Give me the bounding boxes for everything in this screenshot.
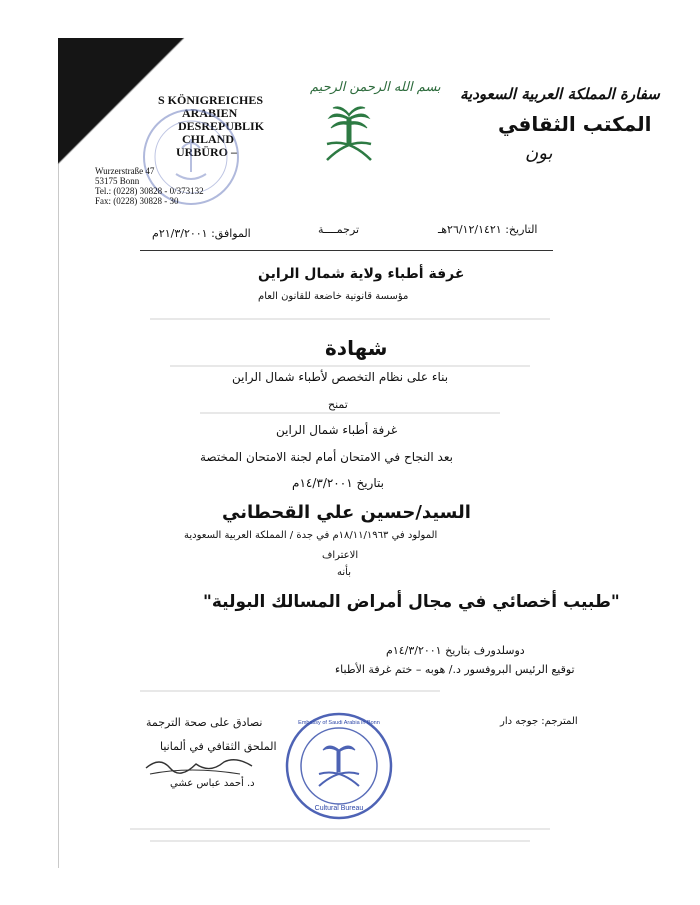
- cultural-bureau-stamp: [283, 710, 395, 822]
- corresponding-date-field: [152, 227, 251, 240]
- signer-name: د. أحمد عباس عشي: [170, 778, 255, 789]
- date-value: ٢٦/١٢/١٤٢١هـ: [438, 223, 502, 236]
- letterhead-de-line: DESREPUBLIK: [178, 119, 265, 133]
- specialist-title: "طبيب أخصائي في مجال أمراض المسالك البولية": [203, 592, 620, 612]
- translator-name: المترجم: جوجه دار: [500, 716, 578, 727]
- show-through-line: [140, 690, 440, 692]
- grants-text: تمنح: [328, 398, 348, 411]
- address-street: Wurzerstraße 47: [95, 166, 155, 176]
- bismillah-calligraphy: بسم الله الرحمن الرحيم: [310, 80, 441, 95]
- recognition-text: الاعتراف: [322, 550, 359, 561]
- attestation-line-2: الملحق الثقافي في ألمانيا: [160, 740, 277, 753]
- grantor-text: غرفة أطباء شمال الراين: [276, 423, 398, 437]
- date-label: التاريخ:: [505, 223, 538, 236]
- that-text: بأنه: [337, 567, 351, 578]
- translation-label: ترجمــــة: [318, 223, 360, 236]
- show-through-line: [150, 318, 550, 320]
- legal-status: مؤسسة قانونية خاضعة للقانون العام: [258, 291, 409, 302]
- header-divider: [140, 250, 553, 251]
- handwritten-signature: [140, 752, 260, 778]
- address-tel: Tel.: (0228) 30828 - 0/373132: [95, 186, 204, 196]
- corresponding-value: ٢١/٣/٢٠٠١م: [152, 227, 208, 240]
- recipient-name: السيد/حسين علي القحطاني: [222, 502, 471, 523]
- embassy-name: سفارة المملكة العربية السعودية: [460, 85, 660, 103]
- letterhead-de-line: CHLAND: [182, 132, 235, 146]
- cultural-office-title: المكتب الثقافي: [498, 112, 652, 136]
- saudi-emblem-icon: [323, 104, 375, 166]
- city-script: بون: [525, 143, 553, 164]
- show-through-line: [200, 412, 500, 414]
- certificate-heading: شهادة: [325, 336, 388, 360]
- address-postal: 53175 Bonn: [95, 176, 140, 186]
- address-fax: Fax: (0228) 30828 - 30: [95, 196, 179, 206]
- signature-line: توقيع الرئيس البروفسور د./ هوبه – ختم غرفة الأطباء: [335, 663, 575, 676]
- attestation-line-1: نصادق على صحة الترجمة: [146, 716, 263, 729]
- exam-date: بتاريخ ١٤/٣/٢٠٠١م: [292, 476, 384, 490]
- letterhead-de-line: S KÖNIGREICHES: [158, 93, 264, 107]
- birth-details: المولود في ١٨/١١/١٩٦٣م في جدة / المملكة العربية السعودية: [184, 530, 438, 541]
- show-through-line: [130, 828, 550, 830]
- corresponding-label: الموافق:: [211, 227, 251, 240]
- show-through-line: [170, 365, 530, 367]
- basis-text: بناء على نظام التخصص لأطباء شمال الراين: [232, 370, 449, 384]
- place-date: دوسلدورف بتاريخ ١٤/٣/٢٠٠١م: [386, 644, 525, 657]
- letterhead-de-line: URBÜRO –: [176, 145, 238, 159]
- exam-text: بعد النجاح في الامتحان أمام لجنة الامتحان المختصة: [200, 450, 453, 464]
- chamber-name: غرفة أطباء ولاية شمال الراين: [258, 266, 465, 282]
- stamp-sub-text: Cultural Bureau: [314, 805, 364, 812]
- stamp-text: Embassy of Saudi Arabia in Bonn: [298, 720, 380, 726]
- show-through-line: [150, 840, 530, 842]
- date-field: [438, 223, 537, 236]
- letterhead-de-line: ARABIEN: [182, 106, 238, 120]
